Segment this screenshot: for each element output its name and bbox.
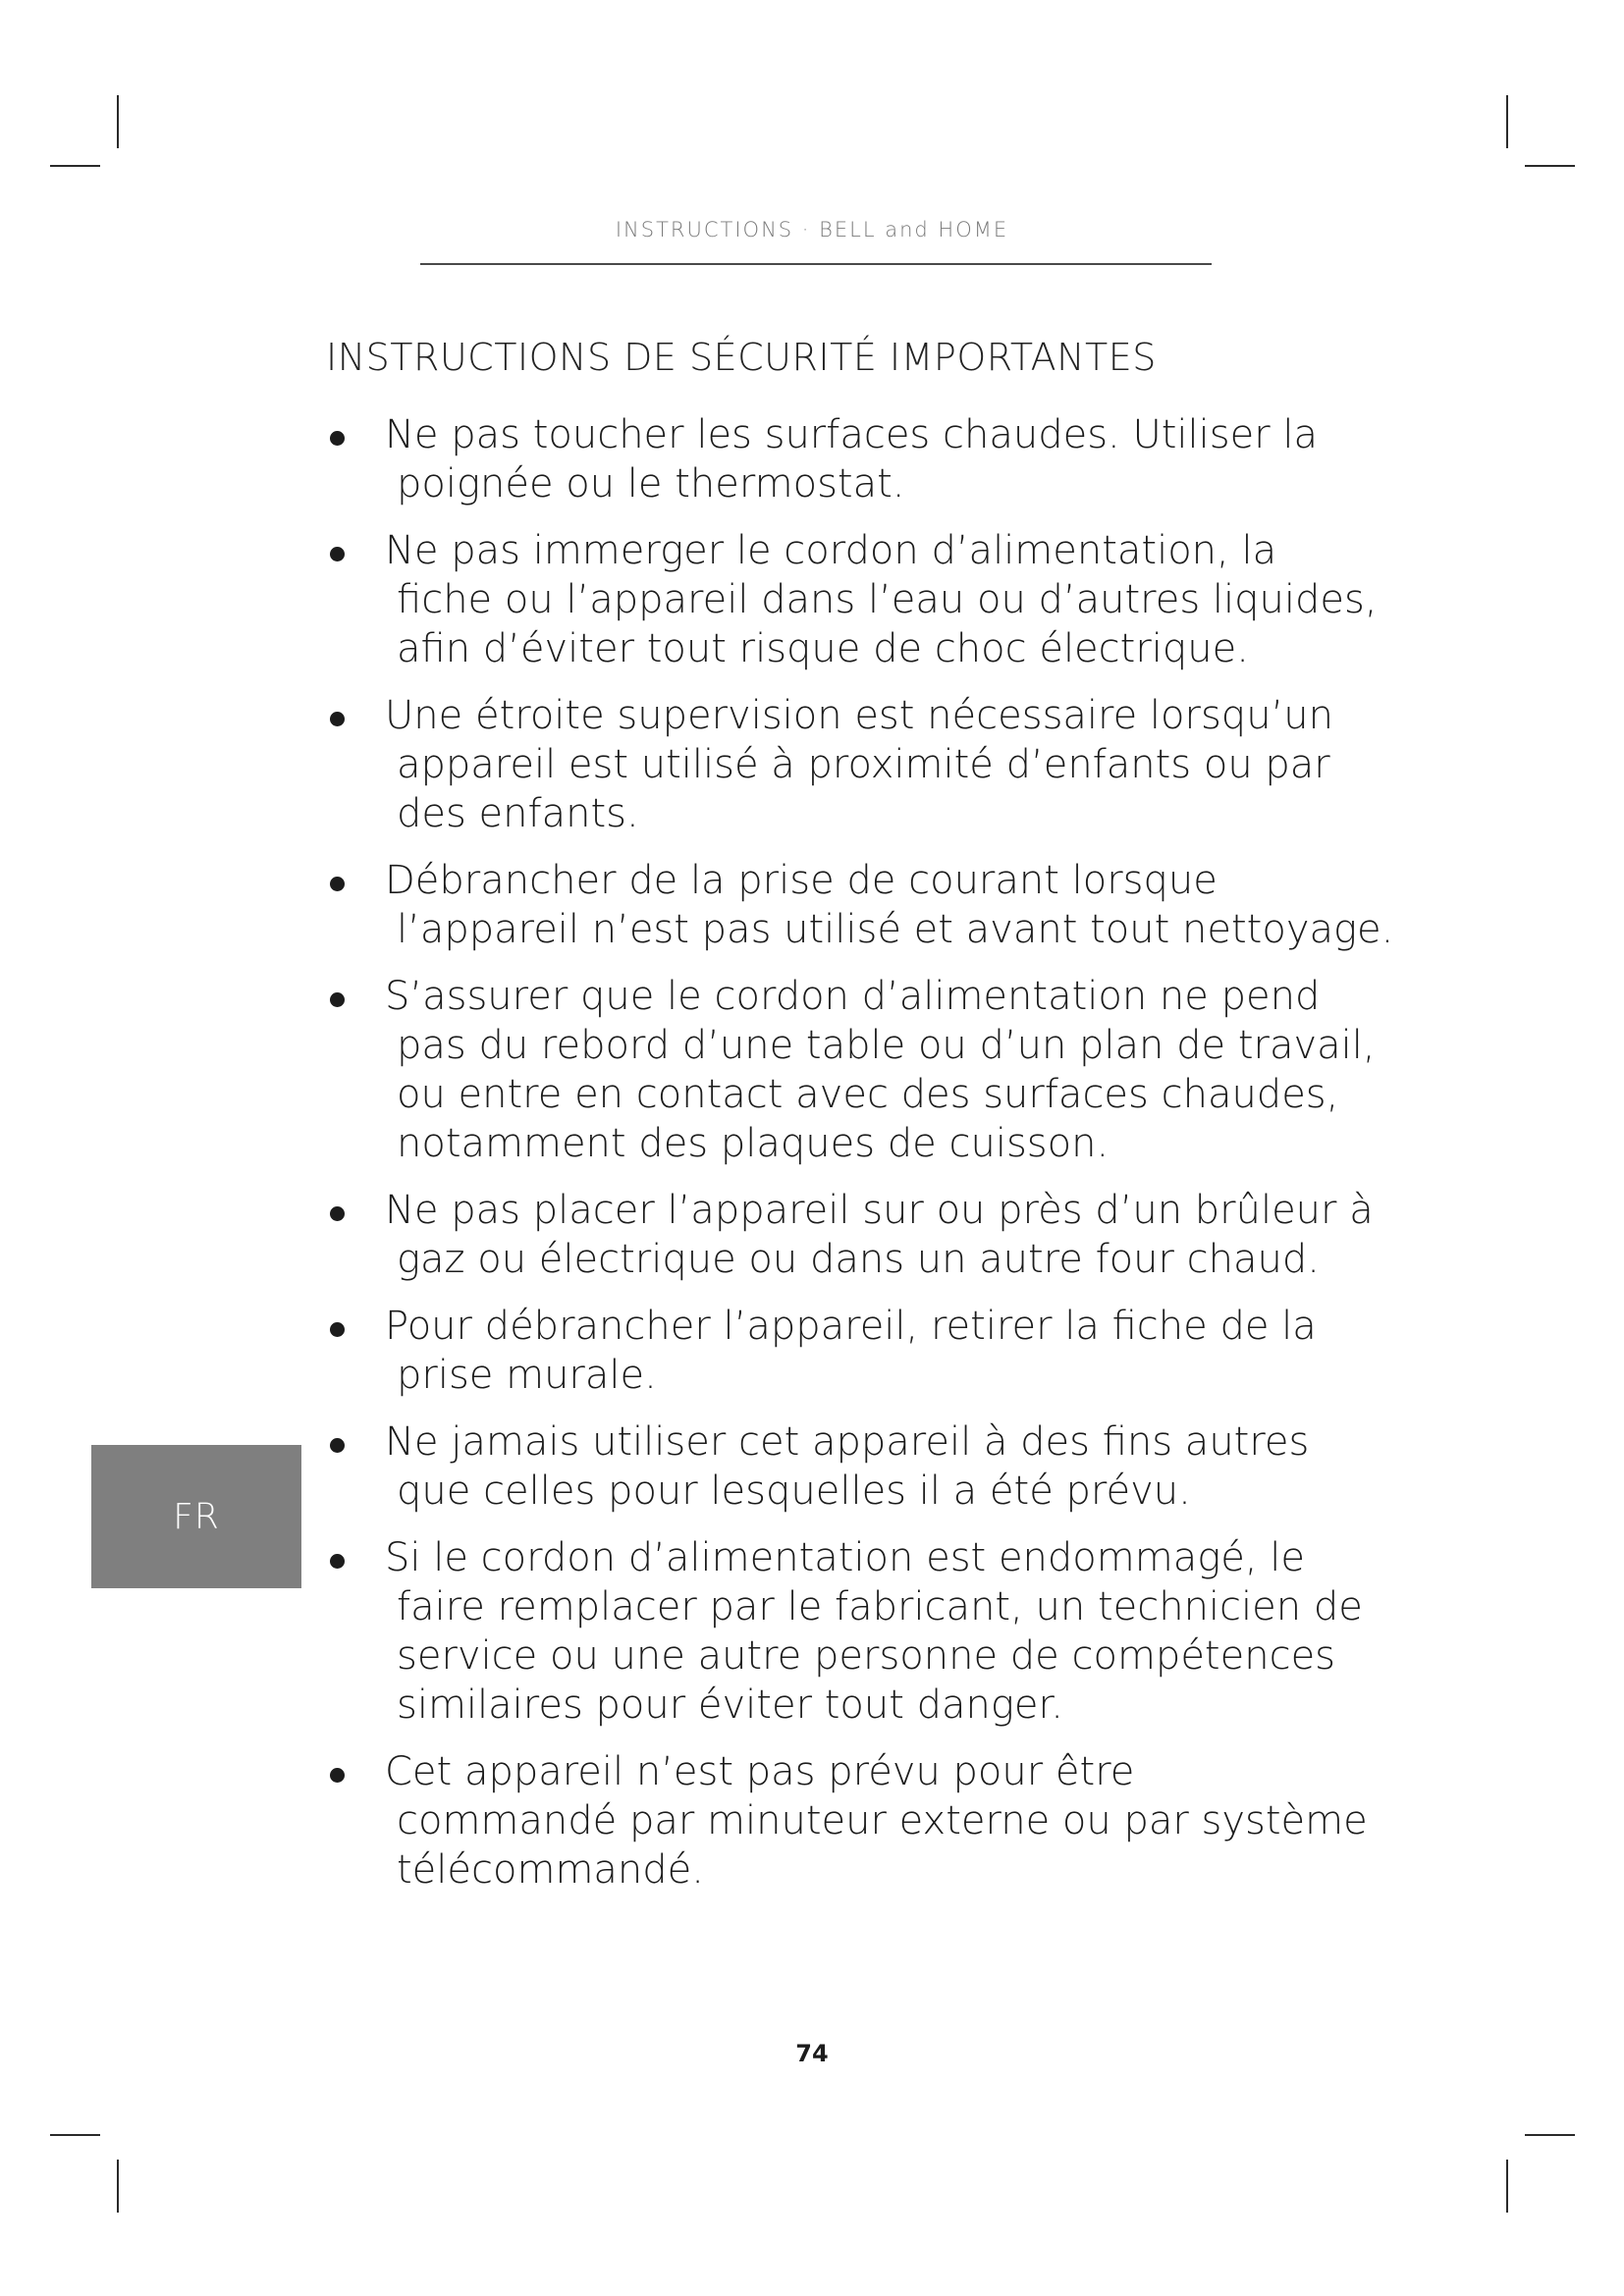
instruction-text [385, 1533, 1416, 1730]
instruction-item [326, 856, 1416, 954]
instruction-line: que celles pour lesquelles il a été prévu. [397, 1468, 1191, 1514]
bullet-icon [330, 1206, 345, 1221]
instruction-text [385, 1747, 1416, 1895]
instruction-line: afin d’éviter tout risque de choc électrique. [397, 626, 1249, 671]
instruction-line: télécommandé. [397, 1847, 704, 1893]
crop-mark [1506, 2160, 1508, 2213]
instruction-line: service ou une autre personne de compétences [397, 1633, 1336, 1679]
instruction-item [326, 1302, 1416, 1400]
instruction-line: faire remplacer par le fabricant, un technicien de [397, 1584, 1363, 1629]
crop-mark [1525, 2134, 1575, 2136]
bullet-icon [330, 1438, 345, 1453]
instruction-line: Débrancher de la prise de courant lorsque [385, 858, 1218, 903]
running-header: INSTRUCTIONS · BELL and HOME [615, 218, 1009, 241]
instruction-text [385, 972, 1416, 1168]
instruction-item [326, 526, 1416, 673]
crop-mark [117, 2160, 119, 2213]
instruction-line: ou entre en contact avec des surfaces chaudes, [397, 1072, 1339, 1117]
bullet-icon [330, 992, 345, 1007]
crop-mark [117, 95, 119, 148]
instruction-line: Pour débrancher l’appareil, retirer la fiche de la [385, 1304, 1317, 1349]
instruction-item [326, 1186, 1416, 1284]
instruction-item [326, 410, 1416, 508]
instruction-line: pas du rebord d’une table ou d’un plan de travail, [397, 1023, 1376, 1068]
instruction-line: l’appareil n’est pas utilisé et avant tout nettoyage. [397, 907, 1394, 952]
bullet-icon [330, 547, 345, 561]
instruction-item [326, 1417, 1416, 1516]
instruction-text [385, 1417, 1416, 1516]
bullet-icon [330, 431, 345, 446]
bullet-icon [330, 1768, 345, 1783]
instruction-text [385, 1186, 1416, 1284]
page-number: 74 [795, 2040, 829, 2067]
instruction-line: des enfants. [397, 791, 639, 836]
section-title: INSTRUCTIONS DE SÉCURITÉ IMPORTANTES [326, 336, 1157, 379]
instruction-line: fiche ou l’appareil dans l’eau ou d’autres liquides, [397, 577, 1378, 622]
instruction-line: Une étroite supervision est nécessaire lorsqu’un [385, 693, 1333, 738]
instruction-item [326, 1533, 1416, 1730]
instruction-item [326, 691, 1416, 838]
instruction-line: Cet appareil n’est pas prévu pour être [385, 1749, 1135, 1794]
header-divider [420, 263, 1212, 265]
instruction-text [385, 410, 1416, 508]
instruction-text [385, 526, 1416, 673]
instruction-line: Ne pas immerger le cordon d’alimentation, la [385, 528, 1277, 573]
instruction-list [326, 410, 1416, 1912]
bullet-icon [330, 1554, 345, 1569]
bullet-icon [330, 877, 345, 891]
instruction-line: Ne jamais utiliser cet appareil à des fins autres [385, 1419, 1310, 1465]
instruction-line: Si le cordon d’alimentation est endommagé, le [385, 1535, 1305, 1580]
instruction-line: commandé par minuteur externe ou par système [397, 1798, 1368, 1843]
instruction-text [385, 856, 1416, 954]
instruction-line: similaires pour éviter tout danger. [397, 1682, 1063, 1728]
instruction-item [326, 1747, 1416, 1895]
instruction-line: poignée ou le thermostat. [397, 461, 905, 507]
instruction-item [326, 972, 1416, 1168]
instruction-line: prise murale. [397, 1353, 657, 1398]
instruction-line: gaz ou électrique ou dans un autre four chaud. [397, 1237, 1320, 1282]
instruction-text [385, 1302, 1416, 1400]
instruction-line: S’assurer que le cordon d’alimentation ne pend [385, 974, 1321, 1019]
bullet-icon [330, 1322, 345, 1337]
crop-mark [1525, 165, 1575, 167]
language-tab [91, 1445, 301, 1588]
instruction-line: notamment des plaques de cuisson. [397, 1121, 1110, 1166]
crop-mark [1506, 95, 1508, 148]
crop-mark [50, 165, 100, 167]
instruction-text [385, 691, 1416, 838]
crop-mark [50, 2134, 100, 2136]
instruction-line: Ne pas toucher les surfaces chaudes. Utiliser la [385, 412, 1318, 457]
language-tab-label: FR [173, 1496, 220, 1537]
bullet-icon [330, 712, 345, 726]
instruction-line: Ne pas placer l’appareil sur ou près d’un brûleur à [385, 1188, 1374, 1233]
instruction-line: appareil est utilisé à proximité d’enfants ou par [397, 742, 1330, 787]
